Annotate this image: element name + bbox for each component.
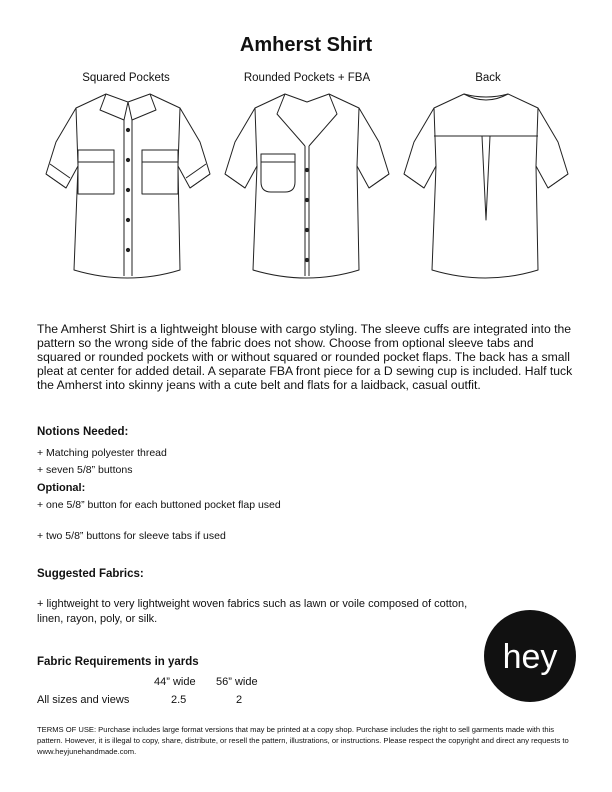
shirt-back-illustration [396,90,576,290]
value-44: 2.5 [171,694,187,706]
optional-item: + two 5/8” buttons for sleeve tabs if used [37,530,226,542]
value-56: 2 [236,694,243,706]
optional-heading: Optional: [37,482,86,494]
row-label: All sizes and views [37,694,130,706]
notion-item: + seven 5/8” buttons [37,464,133,476]
notions-heading: Notions Needed: [37,426,129,438]
shirt-front-rounded-illustration [217,90,397,290]
notion-item: + Matching polyester thread [37,447,167,459]
optional-item: + one 5/8” button for each buttoned pocket flap used [37,499,281,511]
view-label-squared: Squared Pockets [82,72,170,84]
logo-text: hey [502,638,558,676]
fabrics-heading: Suggested Fabrics: [37,568,144,580]
column-56-header: 56” wide [216,676,258,688]
fabrics-text: + lightweight to very lightweight woven fabrics such as lawn or voile composed of cotton, linen, rayon, poly, or silk. [37,598,468,625]
terms-of-use: TERMS OF USE: Purchase includes large format versions that may be printed at a copy shop. Purchase includes the right to sell garments made with this pattern. However, it is illegal to copy, share, distribute, or resell the pattern, illustrations, or instructions. Please respect the copyright and direct any requests to www.heyjunehandmade.com. [37,725,569,756]
column-44-header: 44” wide [154,676,196,688]
view-label-rounded: Rounded Pockets + FBA [243,72,371,84]
page-title: Amherst Shirt [239,34,373,56]
requirements-heading: Fabric Requirements in yards [37,656,199,668]
hey-logo [482,608,578,704]
shirt-front-squared-illustration [38,90,218,290]
view-label-back: Back [475,72,501,84]
description: The Amherst Shirt is a lightweight blouse with cargo styling. The sleeve cuffs are integrated into the pattern so the wrong side of the fabric does not show. Choose from optional sleeve tabs and squared or rounded pockets with or without squared or rounded pocket flaps. The back has a small pleat at center for added detail. A separate FBA front piece for a D sewing cup is included. Half tuck the Amherst into skinny jeans with a cute belt and flats for a laidback, casual outfit. [37,322,573,392]
